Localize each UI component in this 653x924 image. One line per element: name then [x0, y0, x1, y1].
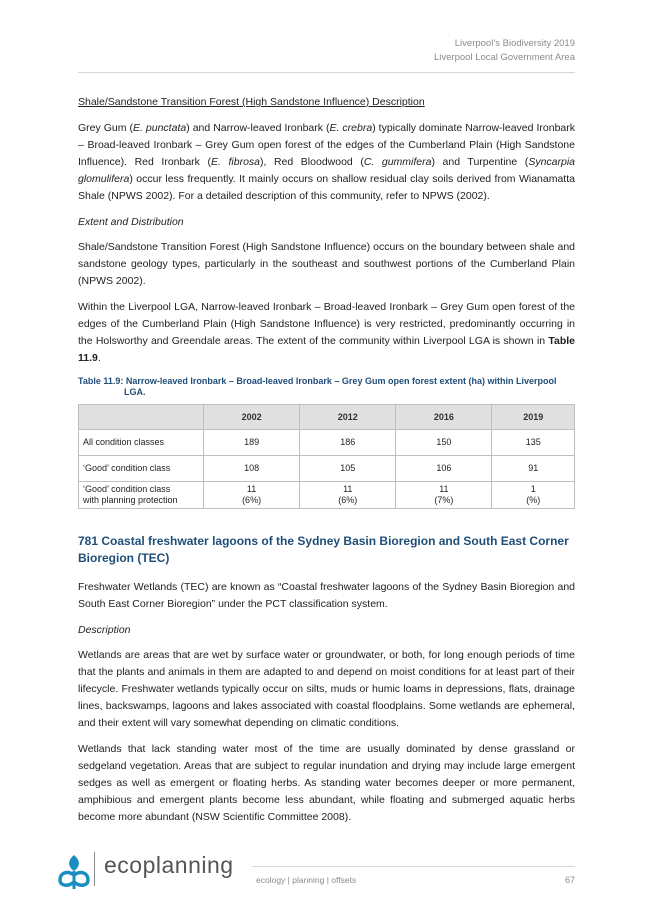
table-cell: 135: [492, 430, 575, 456]
ecoplanning-logo-icon: [54, 852, 94, 892]
header-title: Liverpool’s Biodiversity 2019: [454, 38, 575, 49]
brand-name: ecoplanning: [104, 852, 234, 878]
extent-table: [78, 404, 575, 509]
description-heading: Description: [78, 624, 131, 636]
table-cell: 108: [204, 456, 300, 482]
logo-divider: [94, 852, 95, 886]
row-label: All condition classes: [79, 430, 204, 456]
table-header-cell: 2019: [492, 405, 575, 430]
table-cell: 150: [396, 430, 492, 456]
table-cell: 11 (6%): [300, 482, 396, 509]
table-header-cell: 2012: [300, 405, 396, 430]
row-label: ‘Good’ condition class with planning protection: [79, 482, 204, 509]
extent-paragraph: Shale/Sandstone Transition Forest (High Sandstone Influence) occurs on the boundary between shale and sandstone geology types, particularly in the southeast and southwest portions of the Cumberland Plain (NPWS 2002).: [78, 241, 575, 287]
table-cell: 186: [300, 430, 396, 456]
wetlands-paragraph: Wetlands are areas that are wet by surface water or groundwater, or both, for long enough periods of time that the plants and animals in them are adapted to and depend on moist conditions for at least part of their lifecycle. Freshwater wetlands typically occur on silts, muds or humic loams in depressions, flats, drainage lines, backswamps, lagoons and lakes associated with coastal floodplains. Some wetlands are ephemeral, and their extent will vary somewhat depending on climatic conditions.: [78, 649, 575, 729]
table-cell: 189: [204, 430, 300, 456]
footer-tagline: ecology | planning | offsets: [256, 875, 357, 885]
running-header: [434, 37, 575, 65]
table-reference: Table 11.9: [78, 335, 575, 364]
section-title: Shale/Sandstone Transition Forest (High Sandstone Influence) Description: [78, 96, 425, 108]
vegetation-paragraph: Wetlands that lack standing water most of the time are usually dominated by dense grassland or sedgeland vegetation. Areas that are subject to regular inundation and drying may include large emergent sedges as well as emergent or floating herbs. As standing water becomes deeper or more permanent, amphibious and emergent plants become less abundant, while floating and submerged aquatic herbs become more abundant (NSW Scientific Committee 2008).: [78, 743, 575, 823]
main-content: [78, 94, 575, 835]
table-row: [79, 482, 575, 509]
table-cell: 1 (%): [492, 482, 575, 509]
header-divider: [78, 72, 575, 73]
table-header-row: [79, 405, 575, 430]
section-heading: 781 Coastal freshwater lagoons of the Sydney Basin Bioregion and South East Corner Bioregion (TEC): [78, 534, 569, 565]
row-label: ‘Good’ condition class: [79, 456, 204, 482]
pct-paragraph: Freshwater Wetlands (TEC) are known as “Coastal freshwater lagoons of the Sydney Basin Bioregion and South East Corner Bioregion” under the PCT classification system.: [78, 581, 575, 610]
lga-paragraph: Within the Liverpool LGA, Narrow-leaved Ironbark – Broad-leaved Ironbark – Grey Gum open forest of the edges of the Cumberland Plain (High Sandstone Influence) is very restricted, predominantly occurring in the Holsworthy and Greendale areas. The extent of the community within Liverpool LGA is shown in Table 11.9.: [78, 301, 575, 364]
table-header-cell: 2016: [396, 405, 492, 430]
table-header-cell: 2002: [204, 405, 300, 430]
table-cell: 106: [396, 456, 492, 482]
table-caption: Table 11.9: Narrow-leaved Ironbark – Broad-leaved Ironbark – Grey Gum open forest extent (ha) within Liverpool LGA.: [78, 376, 557, 397]
extent-heading: Extent and Distribution: [78, 216, 184, 228]
table-row: [79, 430, 575, 456]
header-subtitle: Liverpool Local Government Area: [434, 52, 575, 63]
table-cell: 11 (6%): [204, 482, 300, 509]
table-row: [79, 456, 575, 482]
description-paragraph: Grey Gum (E. punctata) and Narrow-leaved Ironbark (E. crebra) typically dominate Narrow-leaved Ironbark – Broad-leaved Ironbark – Grey Gum open forest of the edges of the Cumberland Plain (High Sandstone Influence). Red Ironbark (E. fibrosa), Red Bloodwood (C. gummifera) and Turpentine (Syncarpia glomulifera) occur less frequently. It mainly occurs on shallow residual clay soils derived from Wianamatta Shale (NPWS 2002). For a detailed description of this community, refer to NPWS (2002).: [78, 122, 576, 202]
table-header-blank: [79, 405, 204, 430]
footer-divider: [252, 866, 575, 867]
page-number: 67: [564, 875, 575, 885]
table-cell: 11 (7%): [396, 482, 492, 509]
table-cell: 91: [492, 456, 575, 482]
table-cell: 105: [300, 456, 396, 482]
